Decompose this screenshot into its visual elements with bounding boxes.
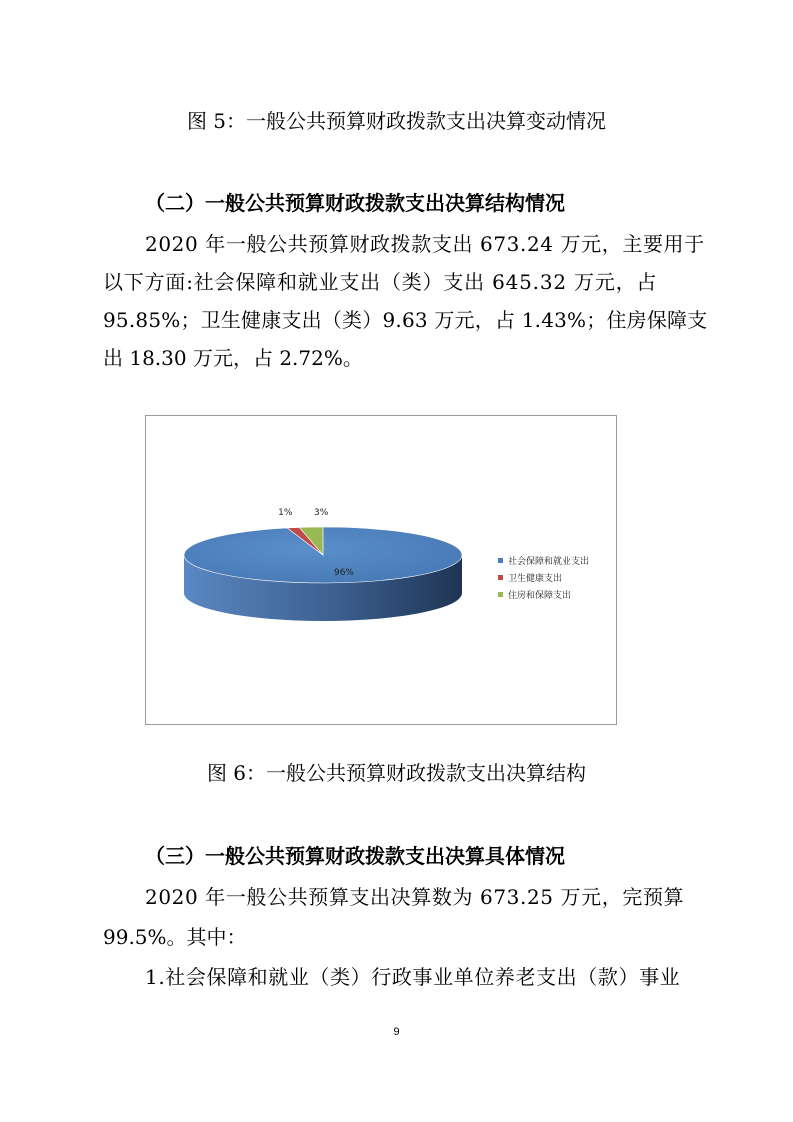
legend xyxy=(498,555,589,601)
section3-paragraph-line: 99.5%。其中： xyxy=(103,925,247,949)
legend-label-health: 卫生健康支出 xyxy=(508,574,563,584)
pie-group xyxy=(184,508,462,621)
section3-paragraph-line: 1.社会保障和就业（类）行政事业单位养老支出（款）事业 xyxy=(145,965,681,989)
section3-paragraph-line: 2020 年一般公共预算支出决算数为 673.25 万元，完预算 xyxy=(145,885,685,909)
pie-label-social-security: 96% xyxy=(333,568,355,578)
legend-label-housing: 住房和保障支出 xyxy=(508,591,572,601)
section2-paragraph-line: 2020 年一般公共预算财政拨款支出 673.24 万元，主要用于 xyxy=(145,232,705,256)
pie-label-health: 1% xyxy=(278,508,293,518)
figure6-caption: 图 6：一般公共预算财政拨款支出决算结构 xyxy=(206,761,587,785)
legend-swatch-health xyxy=(498,575,503,580)
section2-paragraph-line: 以下方面:社会保障和就业支出（类）支出 645.32 万元，占 xyxy=(103,270,658,294)
page-number: 9 xyxy=(393,1026,400,1038)
figure5-caption: 图 5：一般公共预算财政拨款支出决算变动情况 xyxy=(186,109,607,133)
section2-heading: （二）一般公共预算财政拨款支出决算结构情况 xyxy=(145,191,565,215)
section3-heading: （三）一般公共预算财政拨款支出决算具体情况 xyxy=(145,844,565,868)
section2-paragraph-line: 95.85%；卫生健康支出（类）9.63 万元，占 1.43%；住房保障支 xyxy=(103,308,708,332)
pie-label-housing: 3% xyxy=(314,508,329,518)
pie-chart xyxy=(145,415,617,725)
section2-paragraph-line: 出 18.30 万元，占 2.72%。 xyxy=(103,346,363,370)
legend-label-social-security: 社会保障和就业支出 xyxy=(508,557,590,567)
pie-chart-svg xyxy=(146,416,616,724)
legend-swatch-social-security xyxy=(498,558,503,563)
legend-swatch-housing xyxy=(498,592,503,597)
